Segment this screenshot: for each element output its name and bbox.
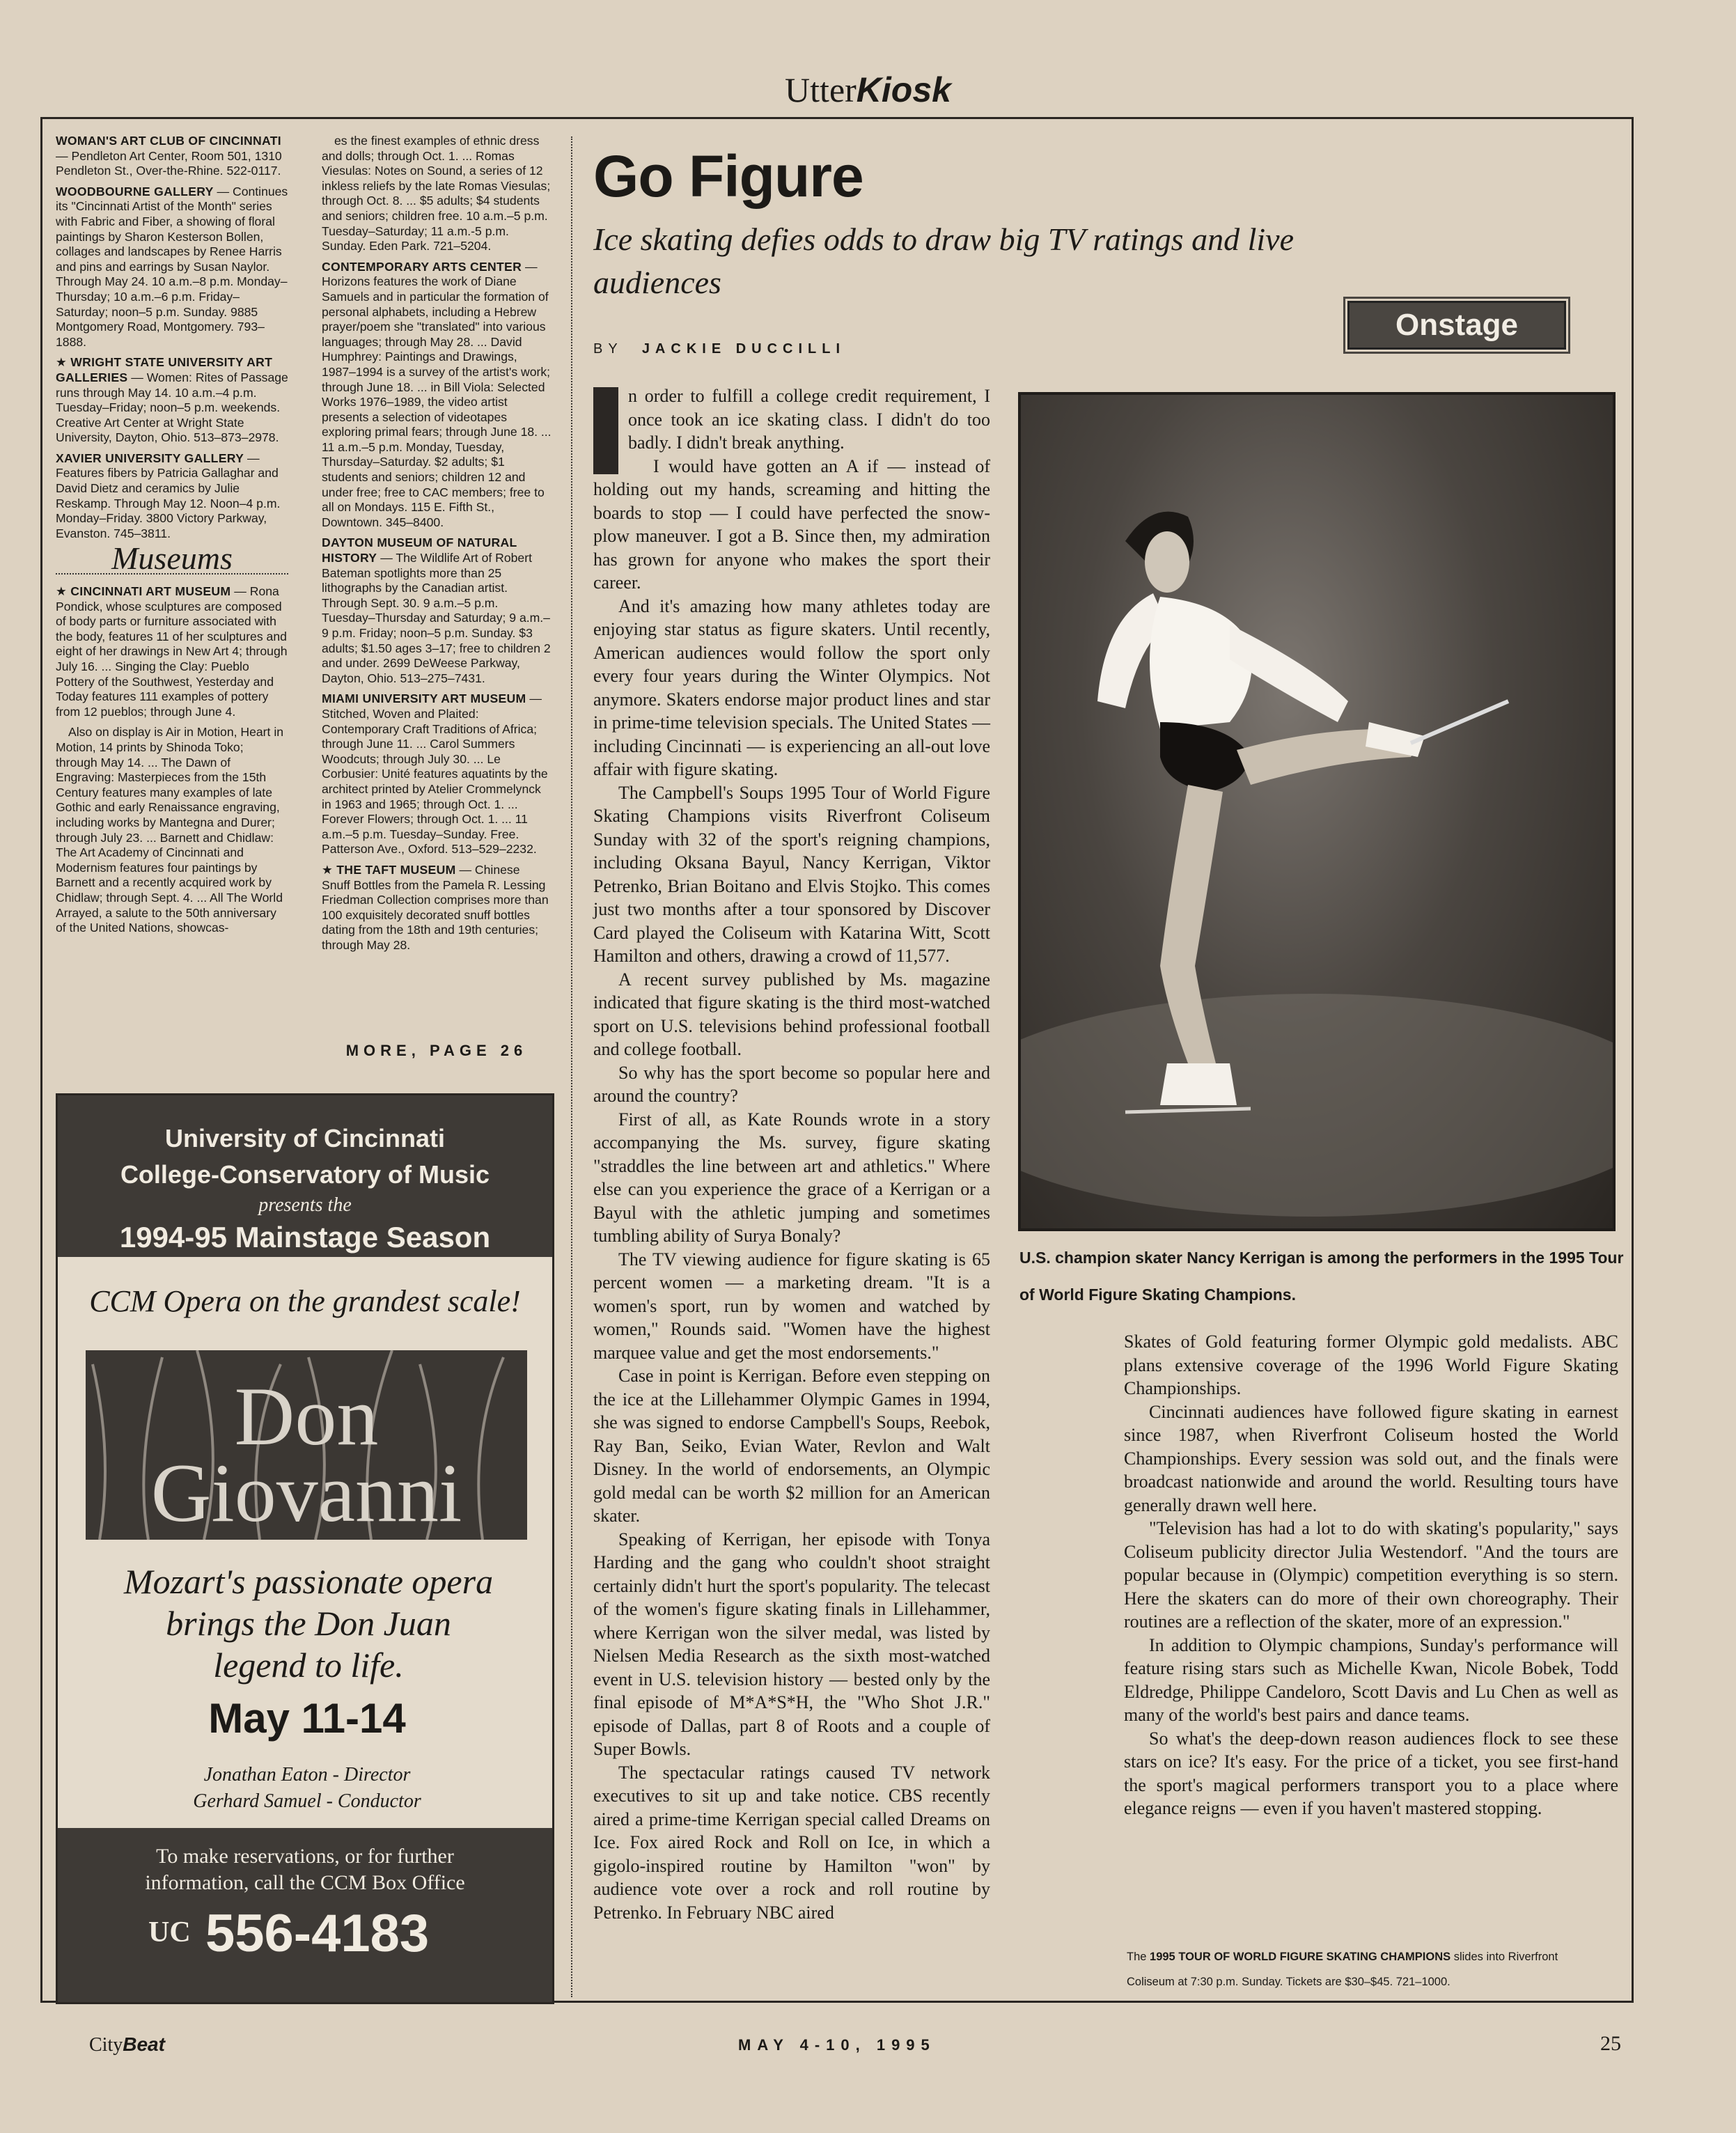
ad-conservatory: College-Conservatory of Music <box>120 1160 490 1189</box>
article-continuation-column <box>1124 1330 1618 1820</box>
listing-entry <box>56 725 288 935</box>
listing-entry <box>56 451 288 542</box>
ad-dates: May 11-14 <box>208 1695 406 1742</box>
listing-text: — Women: Rites of Passage runs through May 14. 10 a.m.–4 p.m. Tuesday–Friday; noon–5 p.m. weekends. Creative Art Center at Wright State University, Dayton, Ohio. 513–873–2978. <box>56 370 288 445</box>
article-paragraph: The Campbell's Soups 1995 Tour of World Figure Skating Champions visits Riverfront Coliseum Sunday with 32 of the sport's reigning champions, including Oksana Bayul, Nancy Kerrigan, Viktor Petrenko, Brian Boitano and Elvis Stojko. This comes just two months after a tour sponsored by Discover Card played the Coliseum with Katarina Witt, Scott Hamilton and others, drawing a crowd of 11,577. <box>593 782 990 966</box>
listing-venue: ★ THE TAFT MUSEUM <box>322 862 456 877</box>
listing-text: — Chinese Snuff Bottles from the Pamela R. Lessing Friedman Collection comprises more than 100 exquisitely decorated snuff bottles dating from the 18th and 19th centuries; through May 28. <box>322 862 549 952</box>
byline-by: BY <box>593 341 623 357</box>
museums-heading: Museums <box>56 551 288 575</box>
listing-text: — The Wildlife Art of Robert Bateman spotlights more than 25 lithographs by the Canadian artist. Through Sept. 30. 9 a.m.–5 p.m. Tuesday–Thursday and Saturday; 9 a.m.–9 p.m. Friday; noon–5 p.m. Sunday. $3 adults; $1.50 ages 3–17; free to children 2 and under. 2699 DeWeese Parkway, Dayton, Ohio. 513–275–7431. <box>322 551 551 685</box>
ad-reservations: To make reservations, or for further information, call the CCM Box Office <box>145 1845 465 1894</box>
ad-description: Mozart's passionate opera brings the Don Juan legend to life. <box>123 1562 494 1685</box>
article-paragraph: So why has the sport become so popular here and around the country? <box>593 1062 990 1106</box>
listing-entry <box>322 692 552 857</box>
listing-entry <box>322 260 552 531</box>
event-info-note: The 1995 TOUR OF WORLD FIGURE SKATING CHAMPIONS slides into Riverfront Coliseum at 7:30 p.m. Sunday. Tickets are $30–$45. 721–1000. <box>1127 1951 1558 1988</box>
listing-text: — Continues its "Cincinnati Artist of the Month" series with Fabric and Fiber, a showing of floral paintings by Sharon Kesterson Bollen, collages and landscapes by Renee Harris and pins and earrings by Susan Naylor. Through May 24. 10 a.m.–8 p.m. Monday–Thursday; 10 a.m.–6 p.m. Friday–Saturday; noon–5 p.m. Sunday. 9885 Montgomery Road, Montgomery. 793–1888. <box>56 184 288 349</box>
listing-text: — Pendleton Art Center, Room 501, 1310 Pendleton St., Over-the-Rhine. 522-0117. <box>56 148 282 178</box>
listing-venue: CONTEMPORARY ARTS CENTER <box>322 259 522 274</box>
listing-venue: XAVIER UNIVERSITY GALLERY <box>56 451 244 465</box>
article-paragraph: Speaking of Kerrigan, her episode with Tonya Harding and the gang who couldn't shoot straight certainly didn't hurt the sport's popularity. The telecast of the women's figure skating finals in Lillehammer, where Kerrigan won the silver medal, was listed by Nielsen Media Research as the sixth most-watched event in U.S. television history — bested only by the final episode of M*A*S*H, the "Who Shot J.R." episode of Dallas, part 8 of Roots and a couple of Super Bowls. <box>593 1529 990 1759</box>
drop-cap-icon <box>593 387 618 474</box>
masthead-kiosk: Kiosk <box>856 70 951 109</box>
listing-venue: WOMAN'S ART CLUB OF CINCINNATI <box>56 134 281 148</box>
article-paragraph: "Television has had a lot to do with skating's popularity," says Coliseum publicity director Julia Westendorf. "And the tours are popular because in (Olympic) competition everything is so stern. Here the skaters can do more of their own choreography. Their routines are a reflection of the skater, more of an expression." <box>1124 1518 1618 1632</box>
more-page-link[interactable]: MORE, PAGE 26 <box>345 1042 528 1059</box>
listing-entry <box>56 584 288 719</box>
ad-tagline: CCM Opera on the grandest scale! <box>89 1284 521 1318</box>
footer-brand: CityBeat <box>89 2033 165 2056</box>
listing-entry <box>322 863 552 953</box>
article-paragraph: Cincinnati audiences have followed figure skating in earnest since 1987, when Riverfront Coliseum hosted the World Championships. Every session was sold out, and the finals were broadcast nationwide and around the world. Resulting tours have generally drawn well here. <box>1124 1401 1618 1515</box>
listing-text: — Features fibers by Patricia Gallaghar and David Dietz and ceramics by Julie Reskamp. Through May 12. Noon–4 p.m. Monday–Friday. 3800 Victory Parkway, Evanston. 745–3811. <box>56 451 281 540</box>
skater-photo <box>1018 392 1616 1231</box>
listing-entry <box>56 185 288 350</box>
article-paragraph: The TV viewing audience for figure skating is 65 percent women — a marketing dream. "It is a women's sport, run by women and watched by women," Rounds said. "Women have the highest marquee value and get the most endorsements." <box>593 1249 990 1363</box>
byline-name: JACKIE DUCCILLI <box>641 341 846 357</box>
listing-venue: ★ WRIGHT STATE UNIVERSITY ART GALLERIES <box>56 355 273 384</box>
listing-venue: MIAMI UNIVERSITY ART MUSEUM <box>322 692 526 706</box>
ccm-advertisement[interactable] <box>56 1093 554 2004</box>
article-paragraph: I would have gotten an A if — instead of holding out my hands, screaming and hitting the boards to stop — I could have perfected the snow-plow maneuver. I got a B. Since then, my admiration has grown for anyone who makes the sport their career. <box>593 455 990 593</box>
listing-entry <box>56 355 288 446</box>
listing-entry <box>56 134 288 179</box>
footer-date: MAY 4-10, 1995 <box>738 2036 936 2054</box>
photo-caption: U.S. champion skater Nancy Kerrigan is among the performers in the 1995 Tour of World Figure Skating Champions. <box>1019 1249 1624 1304</box>
deck: Ice skating defies odds to draw big TV ratings and live audiences <box>593 221 1294 300</box>
ad-season: 1994-95 Mainstage Season <box>119 1221 491 1253</box>
listing-text: — Stitched, Woven and Plaited: Contemporary Craft Traditions of Africa; through June 11. ... Carol Summers Woodcuts; through July 30. ... Le Corbusier: Unité features aquatints by the architect printed by Atelier Crommelynck in 1963 and 1965; through Oct. 1. ... Forever Flowers; through Oct. 1. ... 11 a.m.–5 p.m. Tuesday–Sunday. Free. Patterson Ave., Oxford. 513–529–2232. <box>322 692 548 857</box>
opera-title: Don Giovanni <box>150 1370 462 1539</box>
listings-column-1 <box>56 134 288 942</box>
section-label-onstage: Onstage <box>1347 301 1566 350</box>
listing-venue: DAYTON MUSEUM OF NATURAL HISTORY <box>322 536 517 565</box>
ad-phone[interactable]: 556-4183 <box>205 1904 430 1963</box>
page-number: 25 <box>1600 2032 1621 2055</box>
ad-presents: presents the <box>258 1194 352 1216</box>
uc-logo: UC <box>148 1916 191 1948</box>
ad-contact <box>58 1828 552 2002</box>
listing-entry <box>322 134 552 254</box>
opera-title-graphic <box>86 1350 527 1540</box>
headline: Go Figure <box>593 143 863 209</box>
ad-header <box>58 1095 552 1257</box>
skater-figure-icon <box>1021 395 1613 1228</box>
masthead <box>0 70 1736 110</box>
ad-director: Jonathan Eaton - Director <box>203 1764 411 1786</box>
listing-venue: ★ CINCINNATI ART MUSEUM <box>56 584 231 599</box>
listings-column-2 <box>322 134 552 958</box>
column-divider <box>571 136 572 1997</box>
ad-conductor: Gerhard Samuel - Conductor <box>193 1790 421 1812</box>
masthead-utter: Utter <box>785 70 857 109</box>
article-paragraph: A recent survey published by Ms. magazine indicated that figure skating is the third most-watched sport on U.S. televisions behind professional football and college football. <box>593 969 990 1059</box>
article-paragraph: In addition to Olympic champions, Sunday's performance will feature rising stars such as Michelle Kwan, Nicole Bobek, Todd Eldredge, Philippe Candeloro, Scott Davis and Lu Chen as well as many of the world's best pairs and dance teams. <box>1124 1634 1618 1725</box>
listing-text: Also on display is Air in Motion, Heart in Motion, 14 prints by Shinoda Toko; through May 14. ... The Dawn of Engraving: Masterpieces from the 15th Century features many examples of late Gothic and early Renaissance engraving, including works by Mantegna and Durer; through July 23. ... Barnett and Chidlaw: The Art Academy of Cincinnati and Modernism features four paintings by Barnett and a recently acquired work by Chidlaw; through Sept. 4. ... All The World Arrayed, a salute to the 50th anniversary of the United Nations, showcas- <box>56 725 284 935</box>
article-paragraph: The spectacular ratings caused TV network executives to sit up and take notice. CBS recently aired a prime-time Kerrigan special called Dreams on Ice. Fox aired Rock and Roll on Ice, in which a gigolo-inspired routine by Hamilton "won" by audience vote over a rock and roll routine by Petrenko. In February NBC aired <box>593 1762 990 1923</box>
listing-text: — Rona Pondick, whose sculptures are composed of body parts or furniture associated with the body, features 11 of her sculptures and eight of her drawings in New Art 4; through July 16. ... Singing the Clay: Pueblo Pottery of the Southwest, Yesterday and Today features 111 examples of pottery from 12 pueblos; through June 4. <box>56 584 288 719</box>
byline <box>593 341 845 357</box>
listing-text: es the finest examples of ethnic dress and dolls; through Oct. 1. ... Romas Viesulas: Notes on Sound, a series of 12 inkless reliefs by the late Romas Viesulas; through Oct. 8. ... $5 adults; $4 students and seniors; children free. 10 a.m.–5 p.m. Tuesday–Saturday; 11 a.m.-5 p.m. Sunday. Eden Park. 721–5204. <box>322 134 551 253</box>
article-paragraph: And it's amazing how many athletes today are enjoying star status as figure skaters. Until recently, American audiences would follow the sport only every four years during the Winter Olympics. Not anymore. Skaters endorse major product lines and star in prime-time television specials. The United States — including Cincinnati — is experiencing an all-out love affair with figure skating. <box>593 595 990 779</box>
article-body-column <box>593 384 990 1924</box>
listing-text: — Horizons features the work of Diane Samuels and in particular the formation of personal alphabets, including a Hebrew prayer/poem she "translated" into various languages; through May 28. ... David Humphrey: Paintings and Drawings, 1987–1994 is a survey of the artist's work; through June 18. ... in Bill Viola: Selected Works 1976–1989, the video artist presents a selection of videotapes exploring primal fears; through June 18. ... 11 a.m.–5 p.m. Monday, Tuesday, Thursday–Saturday. $2 adults; $1 students and seniors; children 12 and under free; free to CAC members; free to all on Mondays. 115 E. Fifth St., Downtown. 345–8400. <box>322 259 552 529</box>
listing-entry <box>322 536 552 686</box>
article-paragraph: n order to fulfill a college credit requirement, I once took an ice skating class. I didn't do too badly. I didn't break anything. <box>593 384 990 455</box>
article-paragraph: So what's the deep-down reason audiences flock to see these stars on ice? It's easy. For the price of a ticket, you see first-hand the sport's magical performers transport you to a place where elegance reigns — even if you haven't mastered stopping. <box>1124 1728 1618 1818</box>
ad-university: University of Cincinnati <box>164 1124 446 1153</box>
event-name: 1995 TOUR OF WORLD FIGURE SKATING CHAMPIONS <box>1150 1951 1451 1963</box>
article-paragraph: Skates of Gold featuring former Olympic gold medalists. ABC plans extensive coverage of the 1996 World Figure Skating Championships. <box>1124 1331 1618 1398</box>
article-paragraph: First of all, as Kate Rounds wrote in a story accompanying the Ms. survey, figure skating "straddles the line between art and athletics." Where else can you experience the grace of a Kerrigan or a Bayul with the athletic jumping and sometimes tumbling ability of Surya Bonaly? <box>593 1109 990 1246</box>
article-paragraph: Case in point is Kerrigan. Before even stepping on the ice at the Lillehammer Olympic Games in 1994, she was signed to endorse Campbell's Soups, Reebok, Ray Ban, Seiko, Evian Water, Revlon and Walt Disney. In the world of endorsements, an Olympic gold medal can be worth $2 million for an American skater. <box>593 1366 990 1526</box>
listing-venue: WOODBOURNE GALLERY <box>56 184 214 198</box>
